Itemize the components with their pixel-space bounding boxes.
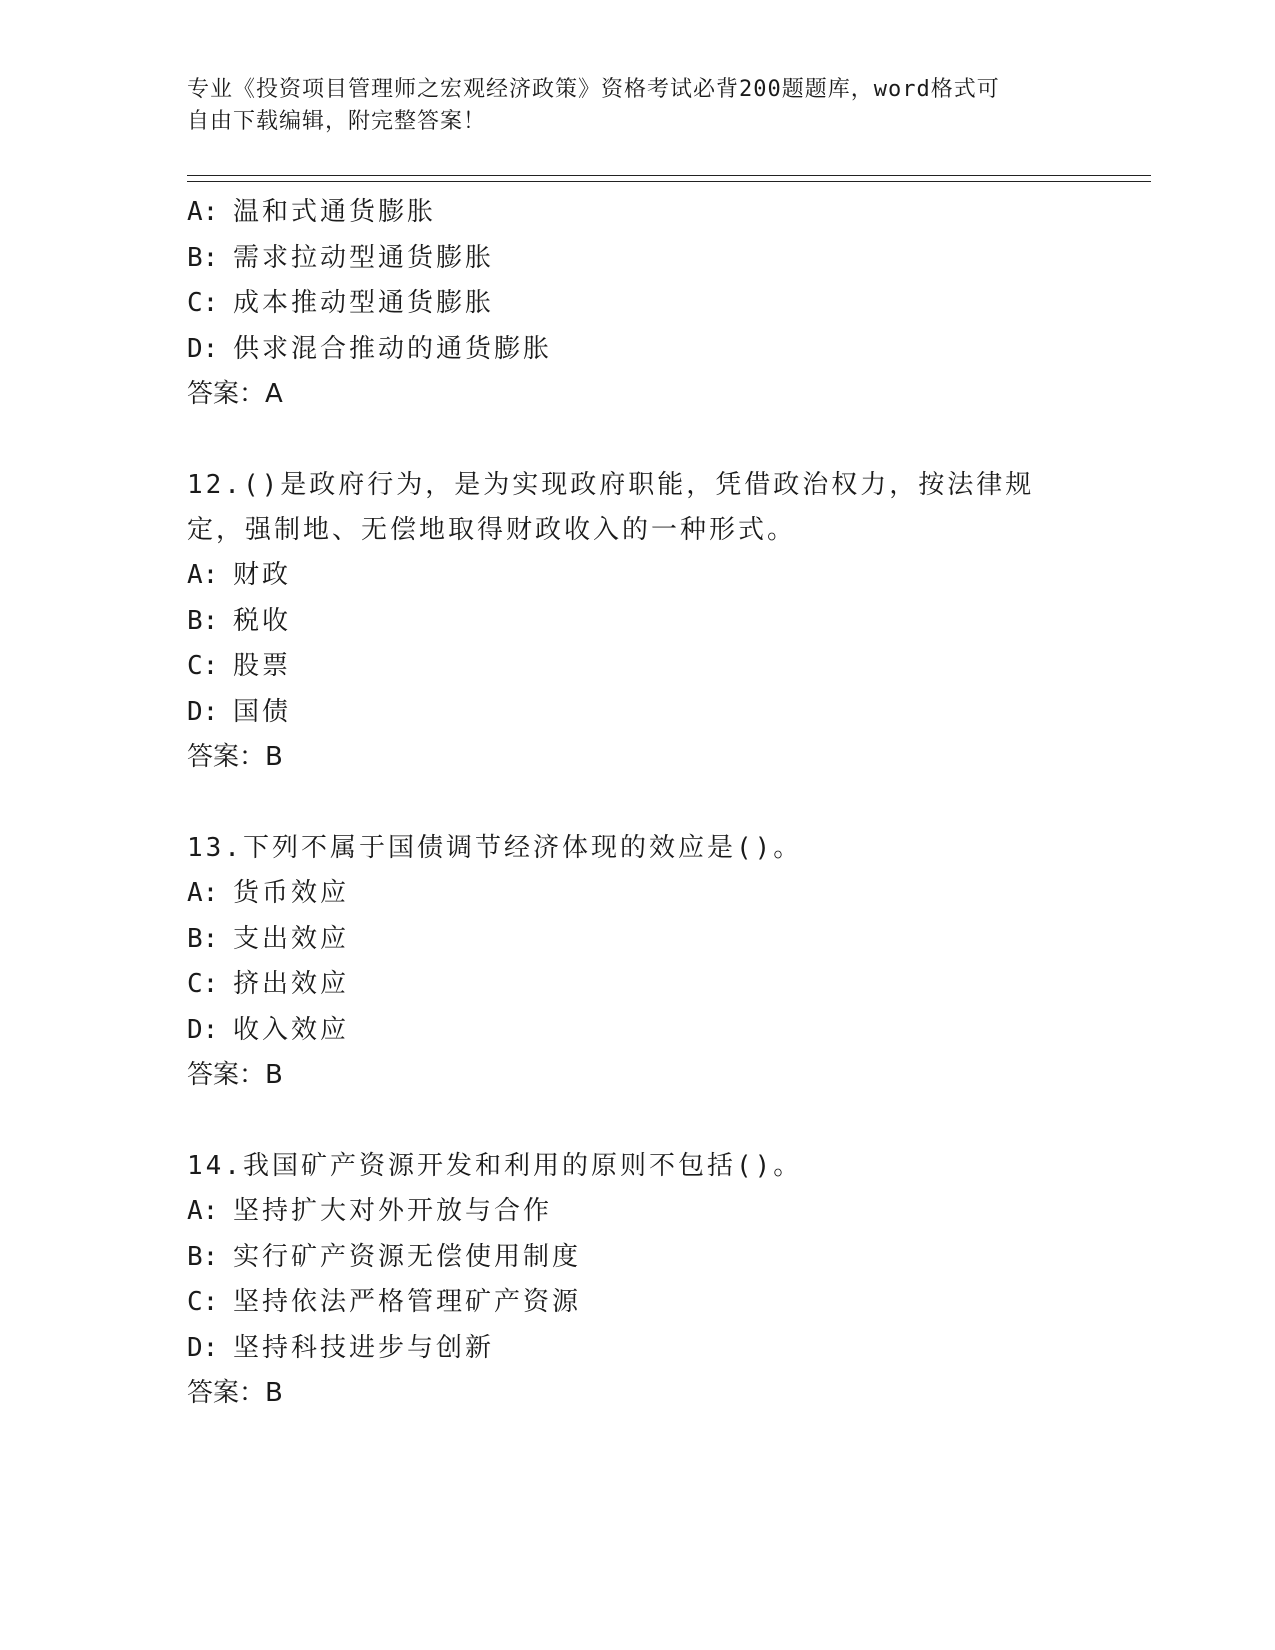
option-text: 收入效应 <box>233 1014 350 1045</box>
question-14 <box>187 1144 1087 1416</box>
option-a <box>187 553 1087 599</box>
option-letter: B: <box>187 1241 219 1272</box>
option-letter: C: <box>187 651 219 681</box>
option-d <box>187 327 1087 373</box>
option-text: 温和式通货膨胀 <box>233 197 437 227</box>
option-b <box>187 917 1087 963</box>
option-a <box>187 1189 1087 1235</box>
option-text: 支出效应 <box>233 923 350 954</box>
option-d <box>187 1326 1087 1372</box>
option-text: 挤出效应 <box>233 969 350 999</box>
option-letter: C: <box>187 288 219 318</box>
option-letter: B: <box>187 923 219 954</box>
option-c <box>187 1280 1087 1326</box>
question-13 <box>187 826 1087 1098</box>
option-text: 实行矿产资源无偿使用制度 <box>233 1241 582 1272</box>
option-text: 财政 <box>233 560 292 590</box>
answer-line: 答案：A <box>187 379 283 409</box>
option-letter: D: <box>187 1332 219 1363</box>
option-d <box>187 690 1087 736</box>
option-text: 坚持扩大对外开放与合作 <box>233 1196 553 1226</box>
option-text: 税收 <box>233 605 292 636</box>
option-letter: C: <box>187 1287 219 1317</box>
option-text: 国债 <box>233 696 292 727</box>
option-letter: A: <box>187 878 219 908</box>
answer-line: 答案：B <box>187 1378 283 1408</box>
option-text: 坚持科技进步与创新 <box>233 1332 495 1363</box>
header-line-1: 专业《投资项目管理师之宏观经济政策》资格考试必背200题题库，word格式可 <box>187 77 1000 102</box>
answer-line: 答案：B <box>187 742 283 772</box>
option-d <box>187 1008 1087 1054</box>
option-letter: D: <box>187 333 219 364</box>
option-letter: B: <box>187 605 219 636</box>
option-text: 股票 <box>233 651 292 681</box>
question-list <box>187 190 1087 1416</box>
header-rule-bottom <box>187 181 1151 182</box>
option-letter: D: <box>187 696 219 727</box>
option-b <box>187 1235 1087 1281</box>
header-rule-top <box>187 175 1151 176</box>
option-text: 需求拉动型通货膨胀 <box>233 242 495 273</box>
option-a <box>187 871 1087 917</box>
question-stem: 14.我国矿产资源开发和利用的原则不包括()。 <box>187 1151 803 1181</box>
question-11 <box>187 190 1087 417</box>
option-a <box>187 190 1087 236</box>
option-c <box>187 962 1087 1008</box>
question-stem: 12.()是政府行为，是为实现政府职能，凭借政治权力，按法律规定，强制地、无偿地取得财政收入的一种形式。 <box>187 470 1035 545</box>
option-letter: D: <box>187 1014 219 1045</box>
option-b <box>187 236 1087 282</box>
option-text: 货币效应 <box>233 878 350 908</box>
option-text: 坚持依法严格管理矿产资源 <box>233 1287 582 1317</box>
option-letter: A: <box>187 560 219 590</box>
option-text: 供求混合推动的通货膨胀 <box>233 333 553 364</box>
option-text: 成本推动型通货膨胀 <box>233 288 495 318</box>
question-12 <box>187 463 1087 780</box>
header-line-2: 自由下载编辑，附完整答案！ <box>187 109 487 134</box>
option-letter: A: <box>187 197 219 227</box>
option-c <box>187 281 1087 327</box>
document-header <box>187 74 1067 138</box>
option-letter: B: <box>187 242 219 273</box>
option-letter: C: <box>187 969 219 999</box>
option-b <box>187 599 1087 645</box>
option-letter: A: <box>187 1196 219 1226</box>
option-c <box>187 644 1087 690</box>
question-stem: 13.下列不属于国债调节经济体现的效应是()。 <box>187 833 803 863</box>
answer-line: 答案：B <box>187 1060 283 1090</box>
